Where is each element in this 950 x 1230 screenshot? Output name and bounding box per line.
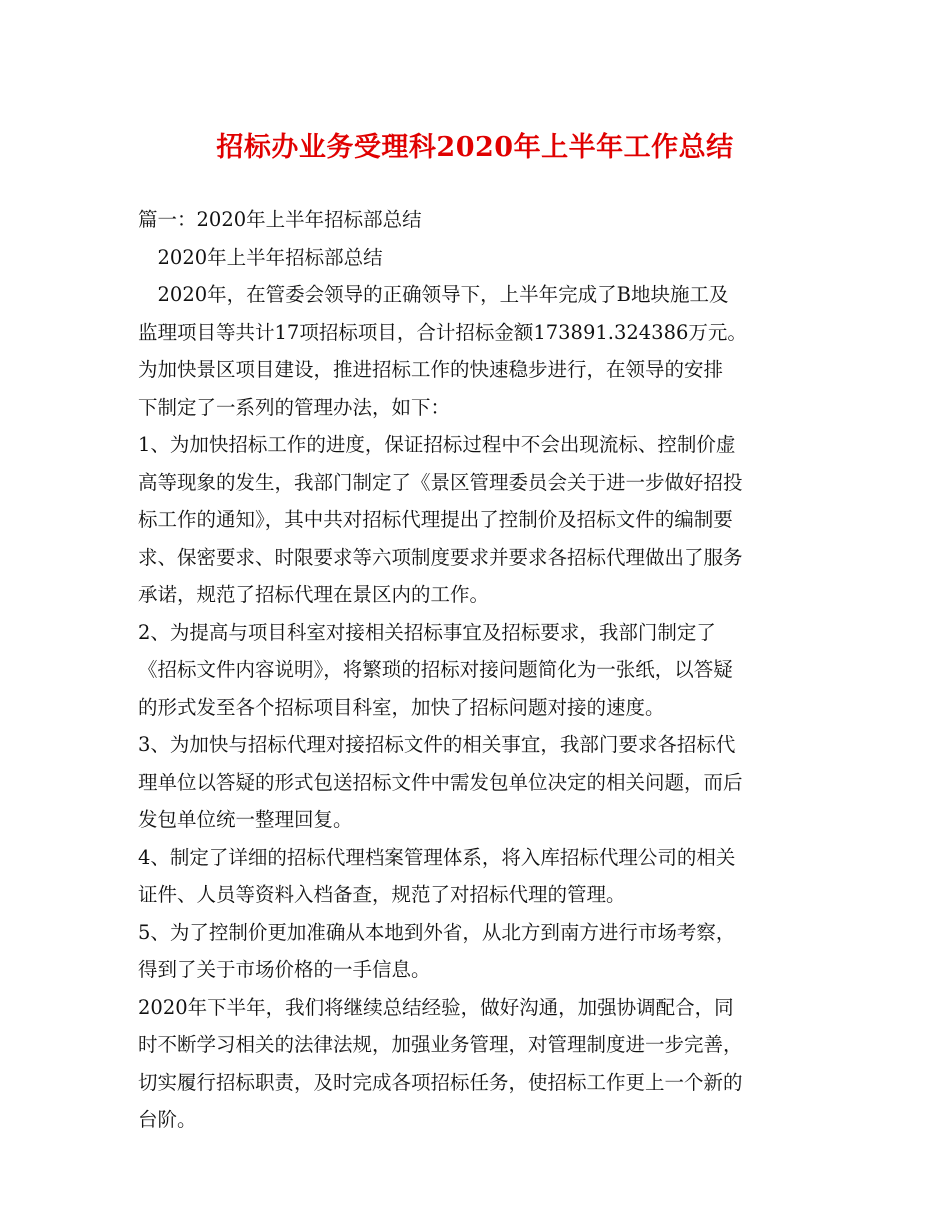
paragraph-line: 2020年下半年，我们将继续总结经验，做好沟通，加强协调配合，同 [138, 995, 734, 1019]
paragraph-line: 切实履行招标职责，及时完成各项招标任务，使招标工作更上一个新的 [138, 1070, 743, 1094]
paragraph-line: 时不断学习相关的法律法规，加强业务管理，对管理制度进一步完善， [138, 1033, 743, 1056]
list-item-line: 1、为加快招标工作的进度，保证招标过程中不会出现流标、控制价虚 [138, 433, 736, 456]
sub-heading: 2020年上半年招标部总结 [138, 245, 383, 269]
paragraph-line: 监理项目等共计17项招标项目，合计招标金额173891.324386万元。 [138, 320, 747, 344]
list-item-line: 3、为加快与招标代理对接招标文件的相关事宜，我部门要求各招标代 [138, 733, 736, 756]
list-item-line: 《招标文件内容说明》，将繁琐的招标对接问题简化为一张纸，以答疑 [138, 658, 733, 681]
section-heading: 篇一：2020年上半年招标部总结 [138, 208, 422, 231]
document-title: 招标办业务受理科2020年上半年工作总结 [216, 132, 734, 163]
list-item-line: 5、为了控制价更加准确从本地到外省，从北方到南方进行市场考察， [138, 920, 736, 944]
paragraph-line: 2020年，在管委会领导的正确领导下，上半年完成了B地块施工及 [138, 283, 729, 306]
paragraph-line: 下制定了一系列的管理办法，如下： [138, 395, 451, 419]
list-item-line: 求、保密要求、时限要求等六项制度要求并要求各招标代理做出了服务 [138, 545, 743, 569]
paragraph-line: 为加快景区项目建设，推进招标工作的快速稳步进行，在领导的安排 [138, 358, 724, 381]
list-item-line: 4、制定了详细的招标代理档案管理体系，将入库招标代理公司的相关 [138, 845, 736, 869]
list-item-line: 标工作的通知》，其中共对招标代理提出了控制价及招标文件的编制要 [138, 508, 733, 531]
list-item-line: 得到了关于市场价格的一手信息。 [138, 958, 431, 981]
list-item-line: 的形式发至各个招标项目科室，加快了招标问题对接的速度。 [138, 695, 665, 719]
list-item-line: 高等现象的发生，我部门制定了《景区管理委员会关于进一步做好招投 [138, 470, 743, 494]
list-item-line: 证件、人员等资料入档备查，规范了对招标代理的管理。 [138, 883, 626, 906]
list-item-line: 2、为提高与项目科室对接相关招标事宜及招标要求，我部门制定了 [138, 620, 716, 644]
list-item-line: 发包单位统一整理回复。 [138, 808, 353, 831]
paragraph-line: 台阶。 [138, 1108, 197, 1131]
document-body [138, 201, 818, 1139]
list-item-line: 理单位以答疑的形式包送招标文件中需发包单位决定的相关问题，而后 [138, 770, 743, 794]
list-item-line: 承诺，规范了招标代理在景区内的工作。 [138, 583, 490, 606]
